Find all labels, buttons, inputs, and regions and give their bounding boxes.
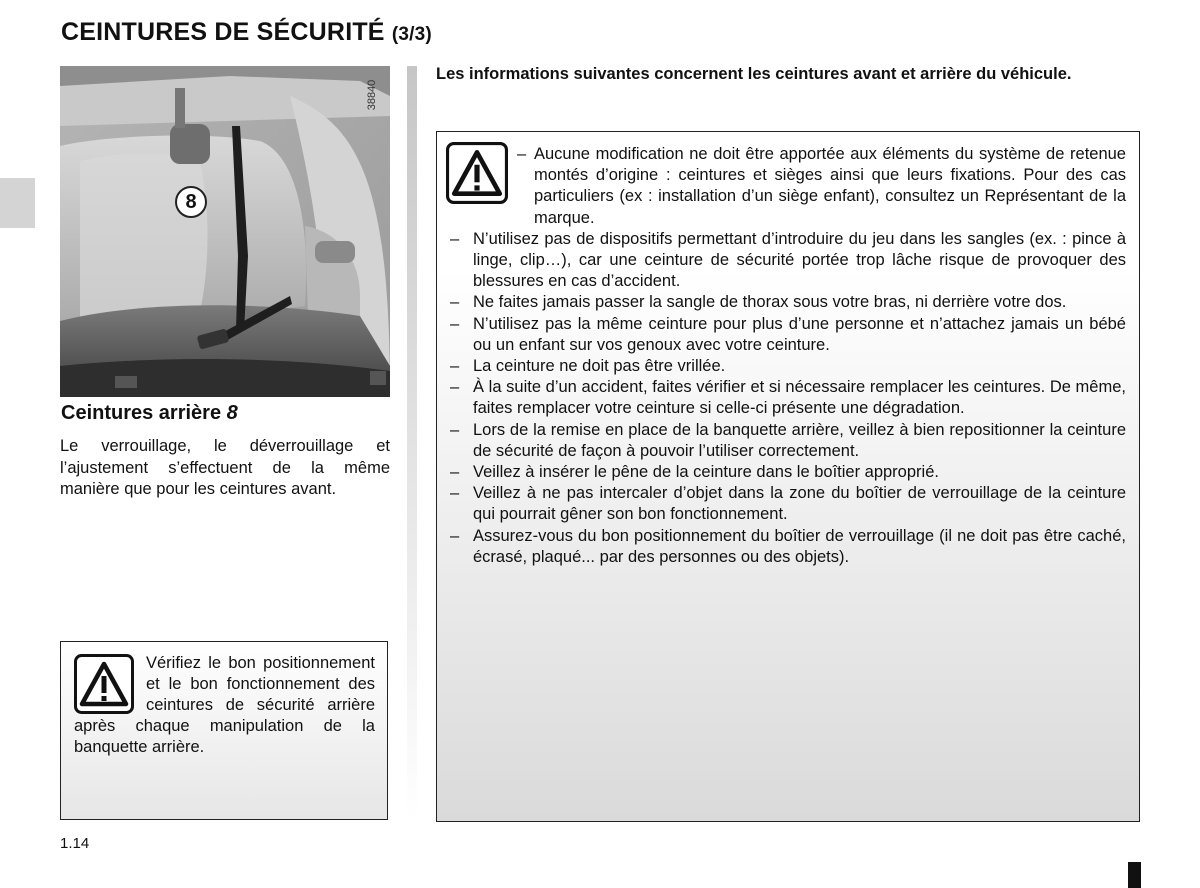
heading-number: 8 bbox=[226, 402, 238, 424]
chapter-tab bbox=[0, 178, 35, 228]
photo-reference-number: 38840 bbox=[366, 79, 378, 111]
warning-list bbox=[450, 144, 1126, 568]
callout-number: 8 bbox=[175, 186, 207, 218]
title-text: CEINTURES DE SÉCURITÉ bbox=[61, 18, 385, 46]
warning-box-small bbox=[60, 641, 388, 820]
warning-item: – N’utilisez pas de dispositifs permettant d’introduire du jeu dans les sangles (ex. : pince à linge, clip…), car une ceinture de sécurité portée trop lâche risque de provoquer des blessures en cas d’accident. bbox=[450, 229, 1126, 293]
warning-triangle-icon bbox=[74, 654, 134, 714]
warning-item: – À la suite d’un accident, faites vérifier et si nécessaire remplacer les ceintures. De même, faites remplacer votre ceinture si celle-ci présente une dégradation. bbox=[450, 377, 1126, 419]
warning-item: – Ne faites jamais passer la sangle de thorax sous votre bras, ni derrière votre dos. bbox=[450, 292, 1126, 313]
intro-text: Les informations suivantes concernent les ceintures avant et arrière du véhicule. bbox=[436, 65, 1072, 83]
warning-item: – Veillez à insérer le pêne de la ceinture dans le boîtier approprié. bbox=[450, 462, 1126, 483]
title-part: (3/3) bbox=[391, 24, 432, 45]
heading-text: Ceintures arrière bbox=[61, 402, 222, 424]
page-number: 1.14 bbox=[60, 835, 90, 852]
warning-box-large bbox=[436, 131, 1140, 822]
page-title bbox=[61, 18, 432, 47]
column-divider bbox=[407, 66, 417, 821]
warning-small-text: Vérifiez le bon positionnement et le bon fonctionnement des ceintures de sécurité arrière après chaque manipulation de la banquette arrière. bbox=[74, 654, 375, 756]
warning-item: – N’utilisez pas la même ceinture pour plus d’une personne et n’attachez jamais un bébé ou un enfant sur vos genoux avec votre ceinture. bbox=[450, 314, 1126, 356]
warning-item: – Assurez-vous du bon positionnement du boîtier de verrouillage (il ne doit pas être caché, écrasé, plaqué... par des personnes ou des objets). bbox=[450, 526, 1126, 568]
edge-marker bbox=[1128, 862, 1141, 888]
warning-item: – Aucune modification ne doit être apportée aux éléments du système de retenue montés d’origine : ceintures et sièges ainsi que leurs fixations. Pour des cas particuliers (ex : installation d’un siège enfant), consultez un Représentant de la marque. bbox=[450, 144, 1126, 229]
section-body-text: Le verrouillage, le déverrouillage et l’ajustement s’effectuent de la même manière que pour les ceintures avant. bbox=[60, 437, 390, 498]
warning-item: – Veillez à ne pas intercaler d’objet dans la zone du boîtier de verrouillage de la ceinture qui pourrait gêner son bon fonctionnement. bbox=[450, 483, 1126, 525]
section-heading bbox=[61, 402, 238, 425]
warning-item: – La ceinture ne doit pas être vrillée. bbox=[450, 356, 1126, 377]
warning-item: – Lors de la remise en place de la banquette arrière, veillez à bien repositionner la ceinture de sécurité de façon à pouvoir l’utiliser correctement. bbox=[450, 420, 1126, 462]
rear-seat-photo bbox=[60, 66, 390, 397]
